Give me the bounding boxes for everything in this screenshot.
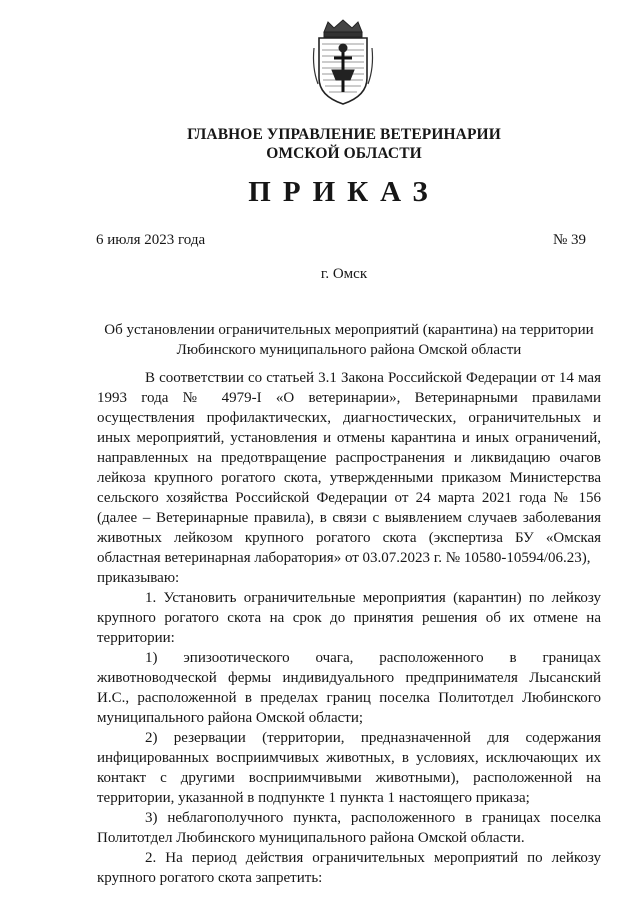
item-1-sub-3: 3) неблагополучного пункта, расположенного в границах поселка Политотдел Любинского муниципального района Омской области.: [97, 810, 601, 846]
preamble-paragraph: В соответствии со статьей 3.1 Закона Российской Федерации от 14 мая 1993 года № 4979-I «О ветеринарии», Ветеринарными правилами осуществления профилактических, диагностических, ограничительных и иных мероприятий, установления и отмены карантина и иных ограничений, направленных на предотвращение распространения и ликвидацию очагов лейкоза крупного рогатого скота, утвержденными приказом Министерства сельского хозяйства Российской Федерации от 24 марта 2021 года № 156 (далее – Ветеринарные правила), в связи с выявлением случаев заболевания животных лейкозом крупного рогатого скота (экспертиза БУ «Омская областная ветеринарная лаборатория» от 03.07.2023 г. № 10580-10594/06.23),: [97, 370, 601, 566]
document-date: 6 июля 2023 года: [96, 232, 206, 248]
document-body: [97, 368, 601, 888]
coat-of-arms-icon: [310, 18, 376, 106]
document-subject: Об установлении ограничительных мероприятий (карантина) на территории Любинского муниципального района Омской области: [104, 322, 594, 358]
agency-line-2: ОМСКОЙ ОБЛАСТИ: [266, 145, 422, 162]
item-1-sub-2: 2) резервации (территории, предназначенной для содержания инфицированных восприимчивых животных, в условиях, исключающих их контакт с другими восприимчивыми животными), расположенной на территории, указанной в подпункте 1 пункта 1 настоящего приказа;: [97, 730, 601, 806]
agency-line-1: ГЛАВНОЕ УПРАВЛЕНИЕ ВЕТЕРИНАРИИ: [187, 126, 501, 143]
document-number: № 39: [552, 232, 586, 248]
order-word: приказываю:: [97, 570, 180, 586]
document-city: г. Омск: [320, 266, 368, 282]
item-1-sub-1: 1) эпизоотического очага, расположенного в границах животноводческой фермы индивидуального предпринимателя Лысанский И.С., расположенной в пределах границ поселка Политотдел Любинского муниципального района Омской области;: [97, 650, 601, 726]
document-type-title: ПРИКАЗ: [248, 176, 440, 208]
item-1: 1. Установить ограничительные мероприятия (карантин) по лейкозу крупного рогатого скота на срок до принятия решения об их отмене на территории:: [97, 590, 601, 646]
agency-name: [0, 125, 640, 163]
item-2: 2. На период действия ограничительных мероприятий по лейкозу крупного рогатого скота запретить:: [97, 850, 601, 886]
